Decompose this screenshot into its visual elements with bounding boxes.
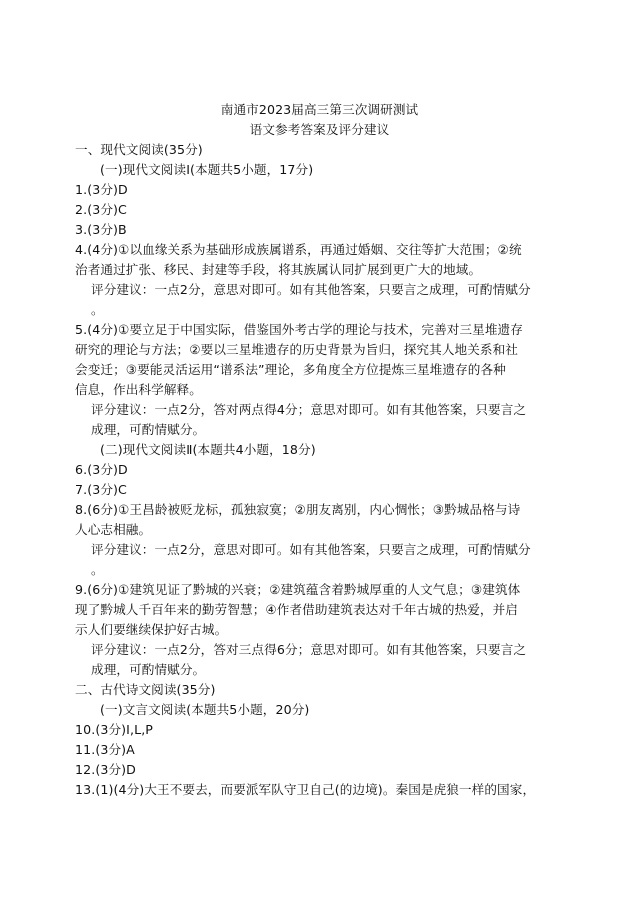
answer-line-q5: 5.(4分)①要立足于中国实际，借鉴国外考古学的理论与技术，完善对三星堆遗存 (75, 322, 523, 337)
answer-line-q12: 12.(3分)D (75, 762, 136, 777)
section-heading-2: 二、古代诗文阅读(35分) (75, 682, 216, 697)
document-title: 南通市2023届高三第三次调研测试 (220, 102, 419, 117)
answer-line-q9-cont1: 现了黔城人千百年来的勤劳智慧；④作者借助建筑表达对千年古城的热爱，并启 (75, 602, 518, 617)
scoring-note-q9-cont: 成理，可酌情赋分。 (91, 662, 206, 677)
scoring-note-q4: 评分建议：一点2分，意思对即可。如有其他答案，只要言之成理，可酌情赋分 (91, 282, 531, 297)
answer-line-q5-cont3: 信息，作出科学解释。 (75, 382, 202, 397)
answer-line-q13: 13.(1)(4分)大王不要去，而要派军队守卫自己(的边境)。秦国是虎狼一样的国家， (75, 782, 536, 797)
answer-line-q1: 1.(3分)D (75, 182, 128, 197)
scoring-note-q4-cont: 。 (91, 302, 104, 317)
subsection-heading-1a: (一)现代文阅读Ⅰ(本题共5小题，17分) (100, 162, 314, 177)
answer-line-q4: 4.(4分)①以血缘关系为基础形成族属谱系，再通过婚姻、交往等扩大范围；②统 (75, 242, 522, 257)
section-heading-1: 一、现代文阅读(35分) (75, 142, 203, 157)
subsection-heading-1b: (二)现代文阅读Ⅱ(本题共4小题，18分) (100, 442, 316, 457)
answer-line-q5-cont2: 会变迁；③要能灵活运用“谱系法”理论，多角度全方位提炼三星堆遗存的各种 (75, 362, 506, 377)
scoring-note-q5-cont: 成理，可酌情赋分。 (91, 422, 206, 437)
answer-line-q2: 2.(3分)C (75, 202, 127, 217)
document-subtitle: 语文参考答案及评分建议 (249, 122, 390, 137)
answer-line-q10: 10.(3分)I,L,P (75, 722, 153, 737)
answer-line-q9-cont2: 示人们要继续保护好古城。 (75, 622, 228, 637)
scoring-note-q5: 评分建议：一点2分，答对两点得4分；意思对即可。如有其他答案，只要言之 (91, 402, 527, 417)
scoring-note-q9: 评分建议：一点2分，答对三点得6分；意思对即可。如有其他答案，只要言之 (91, 642, 527, 657)
answer-line-q7: 7.(3分)C (75, 482, 127, 497)
scoring-note-q8: 评分建议：一点2分，意思对即可。如有其他答案，只要言之成理，可酌情赋分 (91, 542, 531, 557)
answer-line-q8-cont: 人心志相融。 (75, 522, 152, 537)
answer-line-q6: 6.(3分)D (75, 462, 128, 477)
answer-line-q8: 8.(6分)①王昌龄被贬龙标，孤独寂寞；②朋友离别，内心惆怅；③黔城品格与诗 (75, 502, 521, 517)
answer-line-q9: 9.(6分)①建筑见证了黔城的兴衰；②建筑蕴含着黔城厚重的人文气息；③建筑体 (75, 582, 521, 597)
scoring-note-q8-cont: 。 (91, 562, 104, 577)
answer-line-q11: 11.(3分)A (75, 742, 135, 757)
answer-line-q3: 3.(3分)B (75, 222, 127, 237)
answer-line-q5-cont1: 研究的理论与方法；②要以三星堆遗存的历史背景为旨归，探究其人地关系和社 (75, 342, 518, 357)
answer-line-q4-cont: 治者通过扩张、移民、封建等手段，将其族属认同扩展到更广大的地域。 (75, 262, 482, 277)
subsection-heading-2a: (一)文言文阅读(本题共5小题，20分) (100, 702, 310, 717)
